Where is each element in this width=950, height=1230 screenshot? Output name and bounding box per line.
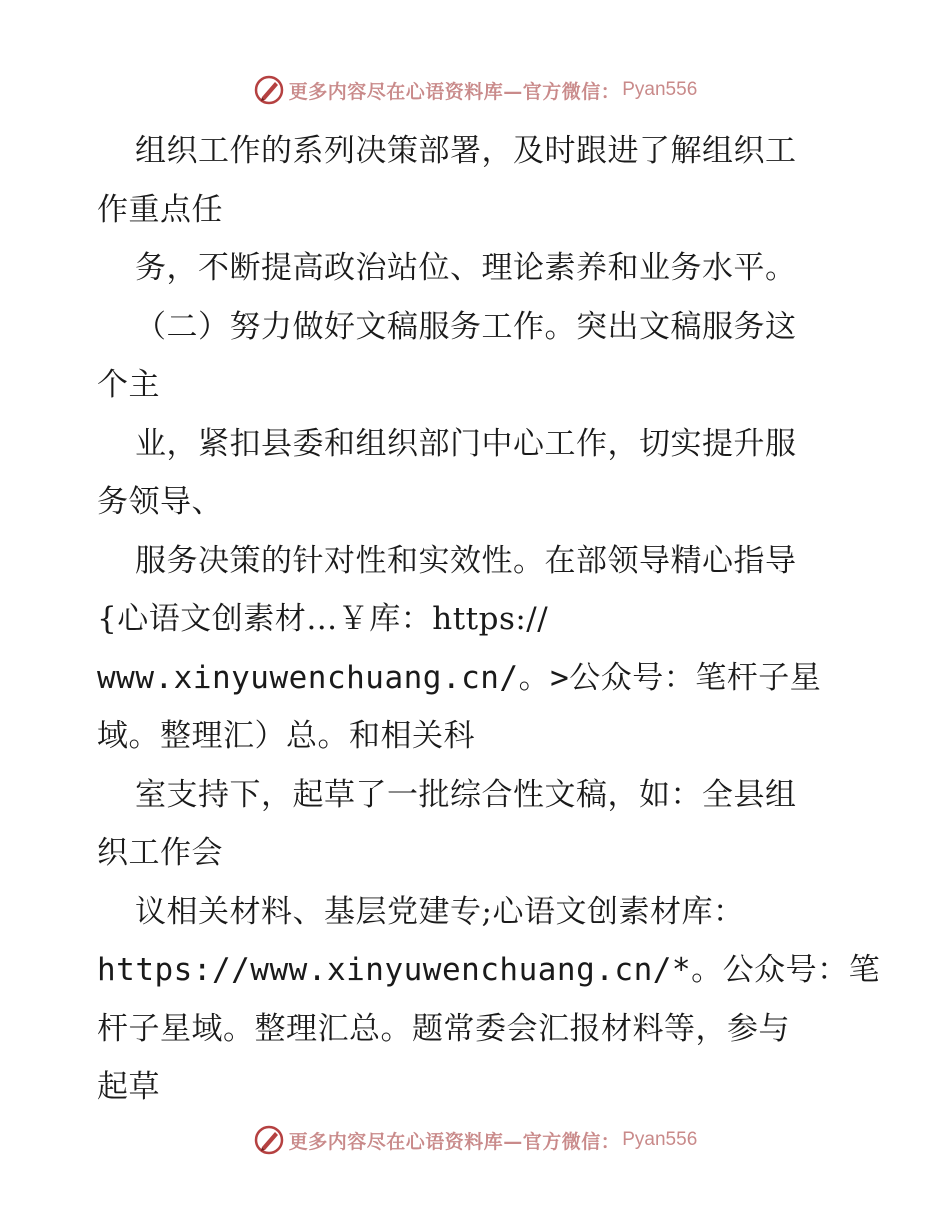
banner-wechat-id: Pyan556 bbox=[622, 79, 698, 100]
body-line: {心语文创素材…￥库：https:// bbox=[97, 601, 549, 637]
body-line: 组织工作的系列决策部署，及时跟进了解组织工 bbox=[135, 133, 797, 169]
banner-text: 更多内容尽在心语资料库—官方微信： bbox=[288, 80, 621, 103]
body-line: https://www.xinyuwenchuang.cn/*。公众号：笔 bbox=[97, 952, 881, 988]
body-line: 杆子星域。整理汇总。题常委会汇报材料等，参与 bbox=[97, 1010, 790, 1047]
body-line: 务，不断提高政治站位、理论素养和业务水平。 bbox=[135, 250, 797, 286]
body-line: 务领导、 bbox=[97, 484, 223, 520]
body-line: www.xinyuwenchuang.cn/。>公众号：笔杆子星 bbox=[97, 659, 822, 696]
body-line: 议相关材料、基层党建专;心语文创素材库： bbox=[135, 893, 745, 930]
body-line: 业，紧扣县委和组织部门中心工作，切实提升服 bbox=[135, 425, 797, 462]
body-line: 作重点任 bbox=[97, 191, 223, 228]
body-line: 起草 bbox=[97, 1069, 160, 1105]
body-line: （二）努力做好文稿服务工作。突出文稿服务这 bbox=[135, 308, 797, 345]
banner-wechat-id: Pyan556 bbox=[622, 1129, 698, 1150]
document-body bbox=[97, 122, 881, 1117]
body-line: 域。整理汇）总。和相关科 bbox=[97, 718, 475, 754]
body-line: 个主 bbox=[97, 367, 160, 403]
footer-banner bbox=[0, 1120, 950, 1160]
pen-logo-icon bbox=[253, 74, 285, 106]
body-line: 服务决策的针对性和实效性。在部领导精心指导 bbox=[135, 542, 797, 579]
banner-text: 更多内容尽在心语资料库—官方微信： bbox=[288, 1130, 621, 1153]
pen-logo-icon bbox=[253, 1124, 285, 1156]
body-line: 室支持下，起草了一批综合性文稿，如：全县组 bbox=[135, 776, 797, 813]
header-banner bbox=[0, 70, 950, 110]
body-line: 织工作会 bbox=[97, 835, 223, 871]
